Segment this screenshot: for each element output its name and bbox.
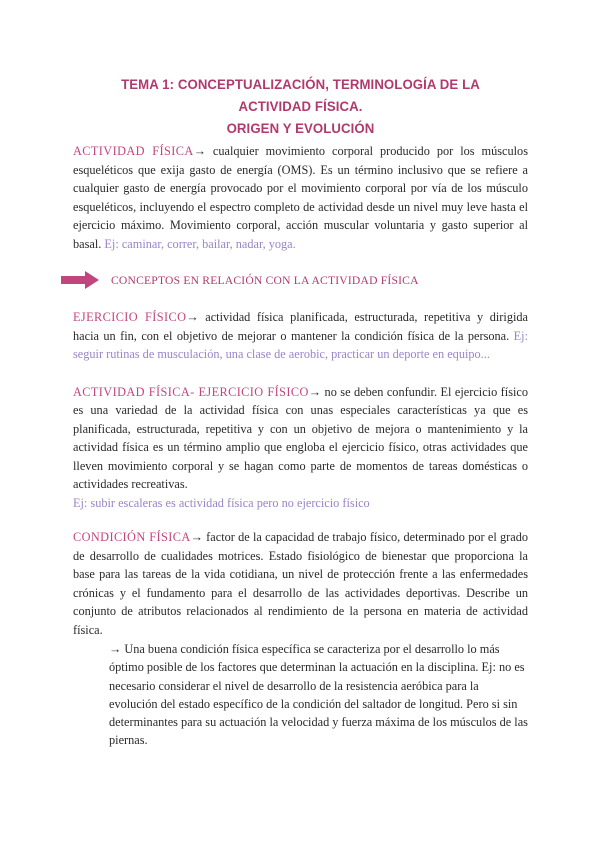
indented-note: → Una buena condición física específica se caracteriza por el desarrollo lo más óptimo posible de los factores que determinan la actuación en la disciplina. Ej: no es necesario considerar el nivel de desarrollo de la resistencia aeróbica para la evolución del estado específico de la condición del saltador de longitud. Pero si sin determinantes para su actuación la velocidad y fuerza máxima de los músculos de las piernas. <box>109 642 528 748</box>
document-page <box>73 74 528 750</box>
example-text: Ej: subir escaleras es actividad física pero no ejercicio físico <box>73 495 370 510</box>
definition-arrow: → <box>190 530 203 544</box>
term-ejercicio-fisico: EJERCICIO FÍSICO <box>73 310 187 324</box>
definition-text: cualquier movimiento corporal producido por los músculos esqueléticos que exija gasto de energía (OMS). Es un término inclusivo que se refiere a cualquier gasto de energía provocado por el movimiento corporal por vía de los músculo esqueléticos, incluyendo el espectro completo de actividad desde un nivel muy leve hasta el ejercicio máximo. Movimiento corporal, acción muscular voluntaria y gasto superior al basal. <box>73 144 528 251</box>
term-af-ef: ACTIVIDAD FÍSICA- EJERCICIO FÍSICO <box>73 384 309 399</box>
definition-text: actividad física planificada, estructurada, repetitiva y dirigida hacia un fin, con el objetivo de mejorar o mantener la condición física de la persona. <box>73 310 528 343</box>
example-text: Ej: caminar, correr, bailar, nadar, yoga. <box>104 236 296 251</box>
term-condicion-fisica: CONDICIÓN FÍSICA <box>73 530 191 544</box>
paragraph-condicion-fisica <box>73 528 528 639</box>
title-line-2: ORIGEN Y EVOLUCIÓN <box>226 121 375 137</box>
document-title <box>89 74 512 140</box>
definition-arrow: → <box>186 310 199 324</box>
definition-text: no se deben confundir. El ejercicio físico es una variedad de la actividad física con unas especiales características ya que es planificada, estructurada, repetitiva y con un objetivo de mejora o mantenimiento y la actividad física es un término amplio que engloba el ejercicio físico, otras actividades que lleven movimiento corporal y se hagan como parte de momentos de tareas domésticas o actividades recreativas. <box>73 384 528 491</box>
paragraph-ejercicio-fisico <box>73 308 528 364</box>
section-title: CONCEPTOS EN RELACIÓN CON LA ACTIVIDAD FÍSICA <box>111 273 419 287</box>
definition-arrow: → <box>193 144 206 158</box>
definition-arrow: → <box>308 384 322 399</box>
right-arrow-icon <box>61 270 101 290</box>
section-heading <box>73 270 528 290</box>
paragraph-actividad-fisica <box>73 142 528 253</box>
title-line-1: TEMA 1: CONCEPTUALIZACIÓN, TERMINOLOGÍA DE LA ACTIVIDAD FÍSICA. <box>121 77 480 115</box>
paragraph-af-ef <box>73 383 528 513</box>
term-actividad-fisica: ACTIVIDAD FÍSICA <box>73 144 194 158</box>
definition-text: factor de la capacidad de trabajo físico, determinado por el grado de desarrollo de cualidades motrices. Estado fisiológico de bienestar que proporciona la base para las tareas de la vida cotidiana, un nivel de protección frente a las enfermedades crónicas y el fundamento para el desarrollo de las actividades deportivas. Describe un conjunto de atributos relacionados al rendimiento de la persona en materia de actividad física. <box>73 530 528 637</box>
example-text: Ej: seguir rutinas de musculación, una clase de aerobic, practicar un deporte en equipo... <box>73 328 528 361</box>
